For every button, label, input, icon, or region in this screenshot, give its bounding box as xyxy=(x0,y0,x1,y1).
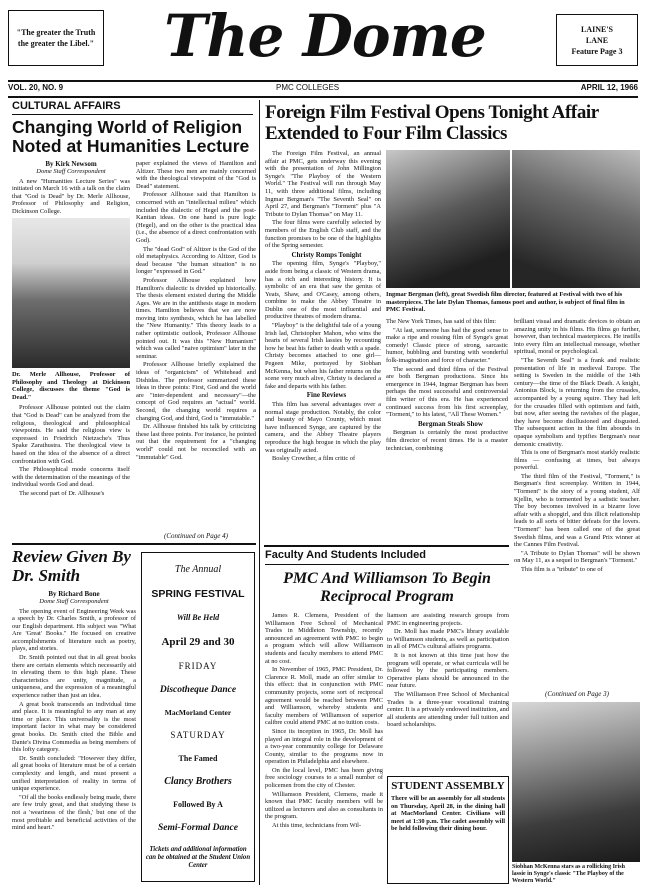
thomas-photo xyxy=(512,150,640,288)
religion-c2-2: Professor Allhouse said that Hamilton is concerned with an "intellectual milieu" which included the dialectic of Hegel and the post-Kantian ideas. On one hand is pure logic (Hegel), and on the other is the practical idea (i.e., the absence of a direct confrontation with God). xyxy=(136,191,256,244)
film-c2-4: Bergman is certainly the most productive film director of recent times. He is a master technician, combining xyxy=(386,429,508,452)
reciprocal-headline: PMC And Williamson To Begin Reciprocal Program xyxy=(283,570,491,605)
reciprocal-p3: Since its inception in 1965, Dr. Moll has played an integral role in the development of a two-year community college for Delaware County, similar to the programs now in operation in Philadelphia and elsewhere. xyxy=(265,727,383,766)
film-c3-1: brilliant visual and dramatic devices to obtain an amazing unity in his films. His films go further, however, than technical masterpieces. He instills into every film an intellectual message, whether spiritual, moral or psychological. xyxy=(514,318,640,356)
film-sub1: Christy Romps Tonight xyxy=(291,250,362,259)
film-headline: Foreign Film Festival Opens Tonight Affair Extended to Four Film Classics xyxy=(265,102,599,144)
film-p2: The four films were carefully selected by members of the English Club staff, and the function promises to be one of the highlights of the Spring semester. xyxy=(265,219,381,250)
review-column xyxy=(12,590,136,886)
allhouse-caption: Dr. Merle Allhouse, Professor of Philosophy and Theology at Dickinson College, discusses the theme "God is Dead." xyxy=(12,371,130,401)
festival-famed: The Famed xyxy=(178,753,218,763)
religion-column-2 xyxy=(136,160,256,515)
religion-p3: The Philosophical mode concerns itself with the determination of the meanings of the individual words God and dead. xyxy=(12,466,130,489)
festival-title: SPRING FESTIVAL xyxy=(151,588,245,601)
college-name: PMC COLLEGES xyxy=(276,83,340,92)
masthead-rule-top xyxy=(8,80,638,82)
film-c2-2: "At last, someone has had the good sense to make a ripe and rousing film of Synge's great comedy! Classic piece of strong, sarcastic humor, bubbling and bursting with wonderful folk-imagination and force of character." xyxy=(386,326,508,364)
film-p1: The Foreign Film Festival, an annual affair at PMC, gets underway this evening with the presentation of John Millington Synge's "The Playboy of the Western World." The Festival will run through May 11, with three additional films, including Ingmar Bergman's "The Seventh Seal" on April 27, and Bergman's "Torment" plus "A Tribute to Dylan Thomas" on May 11. xyxy=(265,150,381,218)
religion-p1: A new "Humanities Lecture Series" was initiated on March 16 with a talk on the claim that "God is Dead" by Dr. Merle Allhouse, Professor of Philosophy and Religion, Dickinson College. xyxy=(12,177,130,215)
religion-byline-role: Dome Staff Correspondent xyxy=(36,168,106,175)
reciprocal-c2-4: The Williamson Free School of Mechanical Trades is a three-year vocational training center. It is a privately endowed institution, and all students are attending under full tuition and board scholarships. xyxy=(387,690,509,729)
masthead-ear-right xyxy=(556,14,638,66)
film-p3: The opening film, Synge's "Playboy," aside from being a classic of Western drama, has a rich and interesting history. It is symbolic of an era that saw the genius of Yeats, Shaw, and O'Casey, among others, combine to make the Abbey Theatre in Dublin one of the most influential and productive theatres of modern drama. xyxy=(265,260,381,321)
festival-dates: April 29 and 30 xyxy=(161,635,235,648)
reciprocal-c2-3: It is not known at this time just how the program will operate, or what curricula will be followed by the participating members. Operative plans should be announced in the near future. xyxy=(387,651,509,690)
reciprocal-kicker: Faculty And Students Included xyxy=(265,549,426,561)
film-sub2: Fine Reviews xyxy=(306,391,347,400)
assembly-box xyxy=(387,776,509,884)
assembly-text: There will be an assembly for all students on Thursday, April 28, in the dining hall at MacMorland Center. Civilians will meet at 1:30 p.m. The cadet assembly will be held following their dining hour. xyxy=(391,795,505,833)
reciprocal-p4: On the local level, PMC has been giving free sociology courses to a small number of policemen from the city of Chester. xyxy=(265,766,383,790)
ear-right-line2: LANE xyxy=(585,35,609,45)
religion-headline: Changing World of Religion Noted at Humanities Lecture xyxy=(12,117,250,156)
bergman-photo xyxy=(386,150,510,288)
film-c3-2: "The Seventh Seal" is a frank and realistic presentation of life in medieval Europe. The setting is Sweden in the middle of the 14th century—the time of the Black Death. A knight, Antonius Block, is returning from the crusades, accompanied by a young squire. They had left for the crusades filled with optimism and faith, but now, after seeing the ravishes of the plague, they have become disillusioned and disgusted. The subsequent action in the film abounds in opaque symbolism and typifies Bergman's near demonic creativity. xyxy=(514,356,640,448)
film-c3-3: This is one of Bergman's most starkly realistic films — confusing at times, but always powerful. xyxy=(514,449,640,472)
mckenna-caption: Siobhan McKenna stars as a rollicking Irish lassie in Synge's classic "The Playboy of the Western World." xyxy=(512,864,625,884)
kicker-rule xyxy=(265,564,509,565)
reciprocal-column-2 xyxy=(387,612,509,772)
festival-venue: MacMorland Center xyxy=(164,707,232,717)
film-p5: This film has several advantages over a normal stage production. Notably, the color and beauty of Mayo County, which must have influenced Synge, are captured by the camera, and the Abbey Theatre players reproduce the high brogue in which the play was originally acted. xyxy=(265,401,381,454)
review-byline: By Richard Bone xyxy=(48,590,100,598)
festival-dance1: Discotheque Dance xyxy=(159,684,237,695)
issue-date: APRIL 12, 1966 xyxy=(580,83,638,92)
review-p4: Dr. Smith concluded: "However they differ, all great books of literature must be of a certain complexity and length, and must present a unified interpretation of reality in terms of unique experience. xyxy=(12,754,136,793)
religion-c2-1: paper explained the views of Hamilton and Altizer. These two men are mainly concerned with the theological viewpoint of the "God is Dead" statement. xyxy=(136,160,256,190)
festival-dance2: Semi-Formal Dance xyxy=(158,822,238,833)
review-byline-role: Dome Staff Correspondent xyxy=(39,598,109,605)
film-column-2 xyxy=(386,318,508,542)
masthead-ear-left xyxy=(8,10,104,66)
ear-right-line3: Feature Page 3 xyxy=(571,46,623,56)
religion-column-1 xyxy=(12,160,130,500)
film-continued: (Continued on Page 3) xyxy=(545,690,609,698)
masthead-rule-bottom xyxy=(8,96,638,98)
festival-followed: Followed By A xyxy=(173,800,223,810)
reciprocal-p1: James R. Clemens, President of the Williamson Free School of Mechanical Trades in Middleton Township, recently announced an agreement with PMC to begin a program which will allow Williamson students and faculty members to attend PMC at no cost. xyxy=(265,612,383,665)
film-column-3 xyxy=(514,318,640,688)
allhouse-photo xyxy=(12,218,130,368)
religion-continued: (Continued on Page 4) xyxy=(164,532,228,540)
film-sub3: Bergman Steals Show xyxy=(418,419,483,428)
festival-annual: The Annual xyxy=(174,563,222,575)
review-p5: "Of all the books endlessly being made, there are few truly great, and that studying these is not a 'weariness of the flesh,' but one of the most profitable and beneficial activities of the mind and heart." xyxy=(12,793,136,832)
ear-right-line1: LAINE'S xyxy=(580,24,613,34)
volume-line xyxy=(8,83,638,95)
masthead-title: The Dome xyxy=(164,2,486,70)
religion-c2-3: The "dead God" of Altizer is the God of the old metaphysics. According to Altizer, God is dead because "the human situation" is no longer "expressed in God." xyxy=(136,245,256,276)
religion-byline: By Kirk Newsom xyxy=(45,160,97,168)
festival-tickets: Tickets and additional information can be obtained at the Student Union Center xyxy=(145,846,251,870)
festival-friday: FRIDAY xyxy=(178,661,218,672)
religion-p4: The second part of Dr. Allhouse's xyxy=(19,490,105,497)
film-c3-4: The third film of the Festival, "Torment," is Bergman's first screenplay. Written in 1944, "Torment" is the story of a young student, Alf Kjellin, who is tormented by a sadistic teacher. The boy becomes involved in a bizarre love affair with a shopgirl, and this illicit relationship leads to all sorts of bitter defeats for the lovers. "Torment" has been called one of the great Swedish films, and was a Grand Prix winner at the Cannes Film Festival. xyxy=(514,472,640,549)
volume: VOL. 20, NO. 9 xyxy=(8,83,64,92)
religion-bottom-rule xyxy=(12,543,256,545)
spring-festival-box xyxy=(141,552,255,882)
review-p1: The opening event of Engineering Week was a speech by Dr. Charles Smith, a professor of our English department. His subject was "What Are 'Great' Books." He focused on creative accomplishments of literature such as poetry, plays, and stories. xyxy=(12,607,136,653)
festival-band: Clancy Brothers xyxy=(164,776,232,788)
festival-saturday: SATURDAY xyxy=(170,730,226,741)
reciprocal-p6: At this time, technicians from Wil- xyxy=(272,822,362,830)
religion-p2: Professor Allhouse pointed out the claim that "God is Dead" can be analyzed from the religious, theological and philosophical viewpoints. He said the religious view is expressed in Friedrich Nietzsche's Thus Spake Zarathustra. The theological view is based on the idea of the absence of a direct confrontation with God. xyxy=(12,404,130,465)
reciprocal-column-1 xyxy=(265,612,383,885)
religion-c2-6: Dr. Allhouse finished his talk by criticizing these last three points. For instance, he pointed out that the requirement for a "changing world" could not be reconciled with an "immutable" God. xyxy=(136,423,256,461)
festival-held: Will Be Held xyxy=(176,613,220,623)
assembly-title: STUDENT ASSEMBLY xyxy=(391,780,505,792)
film-c3-5: "A Tribute to Dylan Thomas" will be shown on May 11, as a sequel to Bergman's "Torment." xyxy=(514,549,640,565)
section-label: CULTURAL AFFAIRS xyxy=(12,100,121,112)
film-p4: "Playboy" is the delightful tale of a young Irish lad, Christopher Mahon, who wins the hearts of several Irish lassies by recounting how he beat his father to death with a spade. Christy becomes attached to one girl—Pegeen Mike, portrayed by Siobhan McKenna, but when his father returns on the scene very much alive, Christy is declared a fake and departs with his father. xyxy=(265,322,381,390)
review-headline: Review Given By Dr. Smith xyxy=(12,547,131,585)
reciprocal-p2: In November of 1965, PMC President, Dr. Clarence R. Moll, made an offer similar to this effect: that in conjunction with PMC community projects, some sort of reciprocal agreement would be reached between PMC and Williamson, whereby students and faculty members of Williamson of superior calibre could attend PMC at no tuition costs. xyxy=(265,666,383,727)
section-rule xyxy=(12,114,253,115)
film-c3-6: This film is a "tribute" to one of xyxy=(521,566,603,573)
review-p2: Dr. Smith pointed out that in all great books there are certain elements which necessarily aid in elevating them to this high plane. These characteristics are unity, magnitude, a uniqueness, and the expression of a meaningful experience rather than just an idea. xyxy=(12,654,136,700)
film-column-1 xyxy=(265,150,381,542)
reciprocal-c2-1: liamson are assisting research groups from PMC in engineering projects. xyxy=(387,612,509,627)
film-bottom-rule xyxy=(264,545,509,547)
film-photo-caption: Ingmar Bergman (left), great Swedish film director, featured at Festival with two of his masterpieces. The late Dylan Thomas, famous poet and author, is subject of final film in PMC Festival. xyxy=(386,291,625,313)
column-divider xyxy=(259,100,260,885)
film-c2-3: The second and third films of the Festival are both Bergman productions. Since his emergence in 1944, Ingmar Bergman has been perhaps the most successful and controversial film writer of this era. He has experienced continued success from his first screenplay, "Torment," to his latest, "All These Women." xyxy=(386,365,508,419)
religion-c2-4: Professor Allhouse explained how Hamilton's dialectic is divided up historically. The thesis element existed during the Middle Ages. We are in the antithesis stage in modern times. Hamilton believes that we are now moving into synthesis, which he has labelled the "New Humanity." This theory leads to a rather optimistic outlook, Professor Allhouse pointed out. It was this "New Humanism" which was called "naive optimism" later in the seminar. xyxy=(136,276,256,360)
film-c2-1: The New York Times, has said of this film: xyxy=(386,318,497,325)
ear-left-text: "The greater the Truth the greater the Libel." xyxy=(16,28,96,48)
reciprocal-p5: Williamson President, Clemens, made it known that PMC faculty members will be utilized as lecturers and also as consultants in the program. xyxy=(265,790,383,821)
review-p3: A great book transcends an individual time and place. It is meaningful to any man at any time or place. This universality is the most important factor in what may be considered great books. Dr. Smith cited the Bible and Dante's Divina Commedia as being members of this lofty category. xyxy=(12,700,136,754)
film-p6: Bosley Crowther, a film critic of xyxy=(272,455,356,463)
reciprocal-c2-2: Dr. Moll has made PMC's library available to Williamson students, as well as participation in all of PMC's cultural affairs programs. xyxy=(387,628,509,651)
mckenna-photo xyxy=(512,702,640,862)
religion-c2-5: Professor Allhouse briefly explained the ideas of "organicism" of Whitehead and Dishidas. The professor summarized these ideas in three points: First, God and the world are "inter-dependent and necessary"—the concept of God requires an "actual" world. Second, the changing world requires a changing God, and third, God is "immutable." xyxy=(136,361,256,422)
